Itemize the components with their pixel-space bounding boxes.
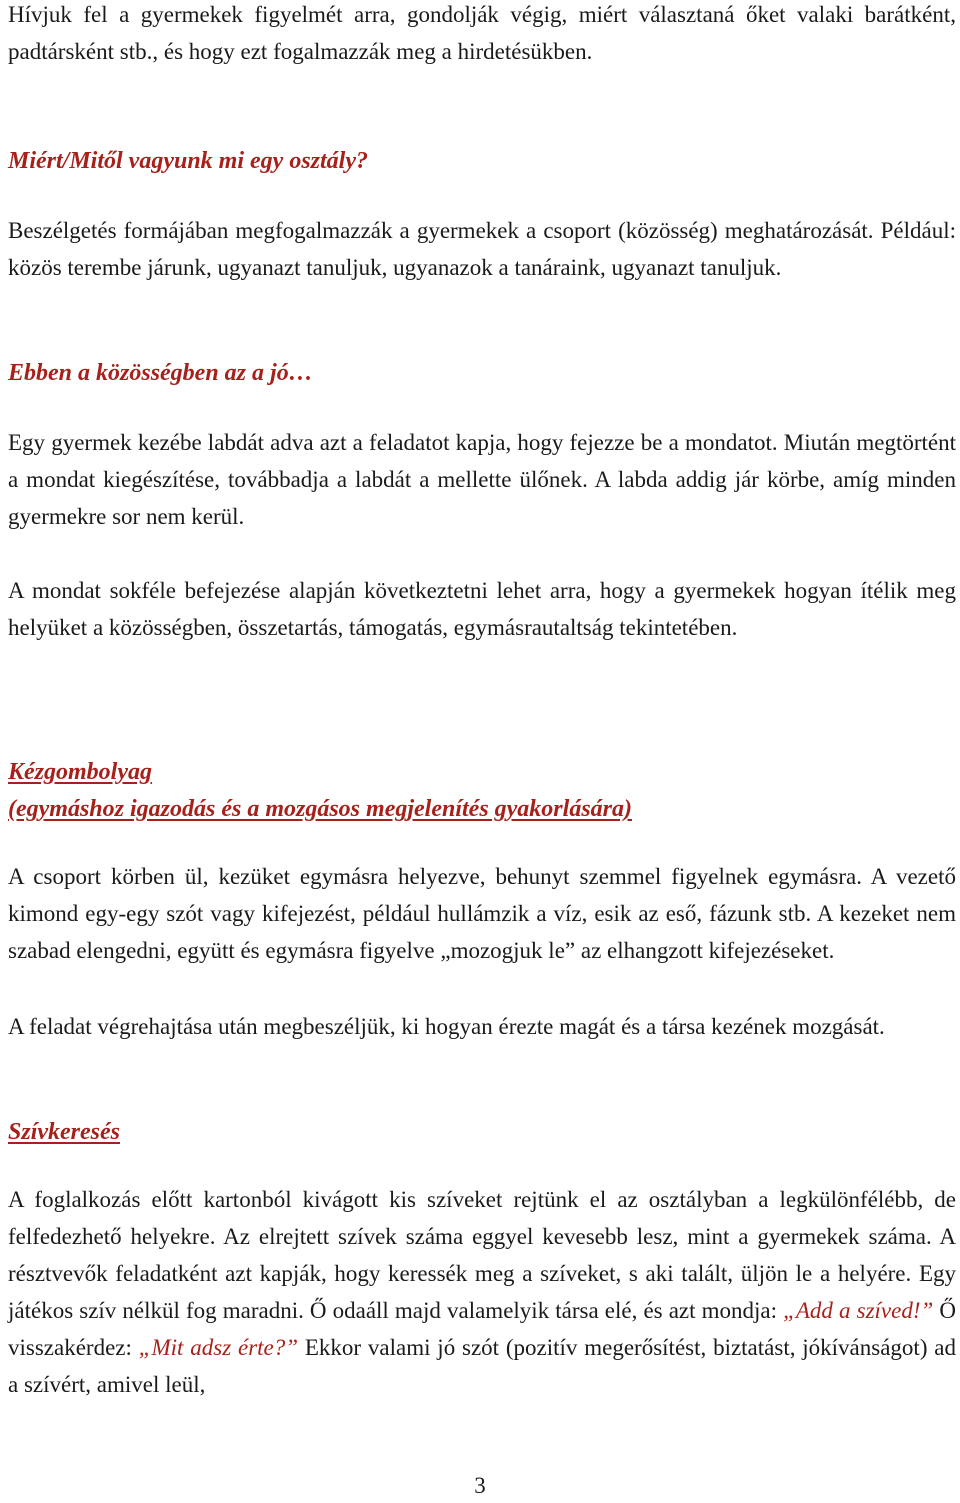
- kozosseg-paragraph-1: Egy gyermek kezébe labdát adva azt a feladatot kapja, hogy fejezze be a mondatot. Miután megtörtént a mondat kiegészítése, továbbadja a labdát a mellette ülőnek. A labda addig jár körbe, amíg minden gyermekre sor nem kerül.: [8, 430, 956, 529]
- section-heading-szivkereses: Szívkeresés: [8, 1119, 120, 1145]
- kezgombolyag-paragraph-2: A feladat végrehajtása után megbeszéljük, ki hogyan érezte magát és a társa kezének mozgását.: [8, 1014, 885, 1039]
- intro-paragraph: Hívjuk fel a gyermekek figyelmét arra, gondolják végig, miért választaná őket valaki barátként, padtársként stb., és hogy ezt fogalmazzák meg a hirdetésükben.: [8, 2, 956, 64]
- section-heading-kezgombolyag: Kézgombolyag: [8, 759, 152, 785]
- kezgombolyag-paragraph-1: A csoport körben ül, kezüket egymásra helyezve, behunyt szemmel figyelnek egymásra. A vezető kimond egy-egy szót vagy kifejezést, például hullámzik a víz, esik az eső, fázunk stb. A kezeket nem szabad elengedni, együtt és egymásra figyelve „mozogjuk le” az elhangzott kifejezéseket.: [8, 864, 956, 963]
- kozosseg-paragraph-2: A mondat sokféle befejezése alapján következtetni lehet arra, hogy a gyermekek hogyan ítélik meg helyüket a közösségben, összetartás, támogatás, egymásrautaltság tekintetében.: [8, 578, 956, 640]
- section-heading-osztaly: Miért/Mitől vagyunk mi egy osztály?: [8, 148, 368, 174]
- osztaly-paragraph: Beszélgetés formájában megfogalmazzák a gyermekek a csoport (közösség) meghatározását. Például: közös terembe járunk, ugyanazt tanuljuk, ugyanazok a tanáraink, ugyanazt tanuljuk.: [8, 218, 956, 280]
- quote-add-a-szived: „Add a szíved!”: [783, 1298, 934, 1323]
- szivkereses-text-start: A foglalkozás előtt kartonból kivágott kis szíveket rejtünk el az osztályban a legkülönfélébb, de felfedezhető helyekre. Az elrejtett szívek száma eggyel kevesebb lesz, mint a gyermekek száma. A résztvevők feladatként azt kapják, hogy keressék meg a szíveket, s aki talált, üljön le a helyére. Egy játékos szív nélkül fog maradni. Ő odaáll majd valamelyik társa elé, és azt mondja:: [8, 1187, 956, 1323]
- page-number: 3: [474, 1473, 486, 1498]
- quote-mit-adsz-erte: „Mit adsz érte?”: [138, 1335, 299, 1360]
- szivkereses-text-end: Ekkor valami jó szót (pozitív megerősítést, biztatást, jókívánságot) ad a szívért, amivel leül,: [8, 1335, 957, 1397]
- szivkereses-text-mid: Ő visszakérdez:: [8, 1298, 957, 1360]
- section-heading-kozosseg: Ebben a közösségben az a jó…: [8, 360, 313, 386]
- section-subheading-kezgombolyag: (egymáshoz igazodás és a mozgásos megjelenítés gyakorlására): [8, 796, 632, 822]
- szivkereses-paragraph: [8, 1181, 956, 1403]
